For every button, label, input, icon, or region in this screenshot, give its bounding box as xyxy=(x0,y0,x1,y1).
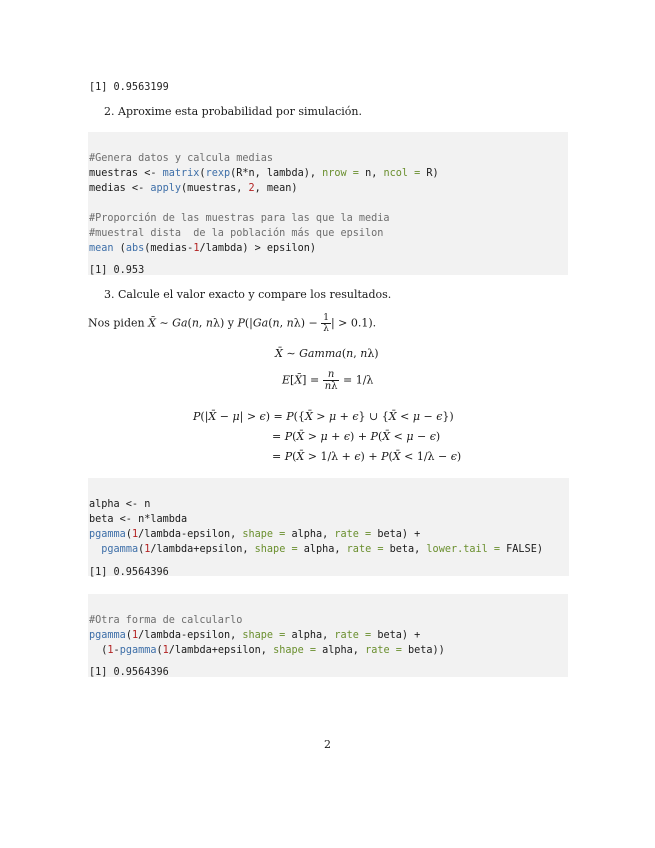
code-line: alpha <- n xyxy=(89,499,151,510)
code-line: pgamma(1/lambda-epsilon, shape = alpha, rate = beta) + xyxy=(89,529,421,540)
code-comment: #muestral dista de la población más que epsilon xyxy=(89,228,384,239)
list-item xyxy=(104,105,362,119)
paragraph: Nos piden X̄ ∼ Ga(n, nλ) y P(|Ga(n, nλ) − $\frac{1}{\lambda}$ | > 0.1). xyxy=(88,313,377,334)
code-output: [1] 0.9563199 xyxy=(89,82,169,93)
code-output: [1] 0.9564396 xyxy=(89,667,169,678)
paragraph-text: Nos piden xyxy=(88,316,145,330)
equation: P(|X̄ − μ| > ϵ) = P({X̄ > μ + ϵ} ∪ {X̄ < μ − ϵ}) xyxy=(193,410,454,423)
equation: = P(X̄ > 1/λ + ϵ) + P(X̄ < 1/λ − ϵ) xyxy=(272,450,462,463)
list-number: 2. xyxy=(104,105,115,118)
code-comment: #Proporción de las muestras para las que la media xyxy=(89,213,390,224)
page-number: 2 xyxy=(324,738,331,751)
code-line: muestras <- matrix(rexp(R*n, lambda), nrow = n, ncol = R) xyxy=(89,168,439,179)
list-item xyxy=(104,288,391,302)
code-line: mean (abs(medias-1/lambda) > epsilon) xyxy=(89,243,316,254)
code-line: medias <- apply(muestras, 2, mean) xyxy=(89,183,298,194)
code-block xyxy=(88,132,568,275)
code-line: pgamma(1/lambda-epsilon, shape = alpha, rate = beta) + xyxy=(89,630,421,641)
list-number: 3. xyxy=(104,288,115,301)
code-comment: #Otra forma de calcularlo xyxy=(89,615,243,626)
code-comment: #Genera datos y calcula medias xyxy=(89,153,274,164)
equation: = P(X̄ > μ + ϵ) + P(X̄ < μ − ϵ) xyxy=(272,430,441,443)
code-block xyxy=(88,478,569,576)
list-text: Calcule el valor exacto y compare los resultados. xyxy=(118,288,392,301)
code-line: (1-pgamma(1/lambda+epsilon, shape = alpha, rate = beta)) xyxy=(89,645,445,656)
code-line: beta <- n*lambda xyxy=(89,514,188,525)
list-text: Aproxime esta probabilidad por simulación. xyxy=(118,105,362,118)
equation: X̄ ∼ Gamma(n, nλ) xyxy=(275,347,379,360)
code-output: [1] 0.9564396 xyxy=(89,567,169,578)
equation: E[X̄] = $\frac{n}{n\lambda}$ = 1/λ xyxy=(282,369,374,392)
code-output: [1] 0.953 xyxy=(89,265,145,276)
paragraph-text: y xyxy=(227,316,234,330)
code-line: pgamma(1/lambda+epsilon, shape = alpha, rate = beta, lower.tail = FALSE) xyxy=(101,544,543,555)
code-blank xyxy=(89,196,568,211)
